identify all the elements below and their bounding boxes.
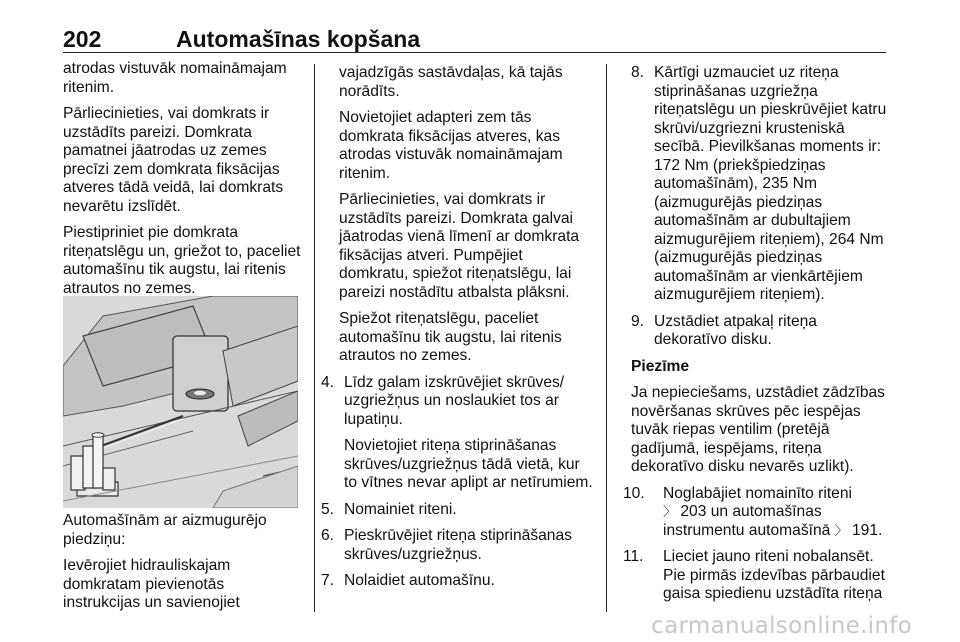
paragraph: Novietojiet adapteri zem tās domkrata fiksācijas atveres, kas atrodas vistuvāk nomaināmajam ritenim.	[339, 109, 563, 182]
jack-drawing	[63, 296, 298, 508]
step-number: 10.	[623, 484, 645, 502]
step-number: 7.	[321, 572, 335, 589]
note-text: Ja nepieciešams, uzstādiet zādzības novēršanas skrūves pēc iespējas tuvāk riepas ventilim (pretējā gadījumā, iespējams, riteņa dekoratīvo disku nevarēs uzlikt).	[631, 384, 885, 475]
step-text: Kārtīgi uzmauciet uz riteņa stiprināšanas uzgriežņa riteņatslēgu un pieskrūvējiet katru skrūvi/uzgriezni krusteniskā secībā. Pievilkšanas moments ir: 172 Nm (priekšpiedziņas automašīnām), 235 Nm (aizmugurējās piedziņas automašīnām ar dubultajiem aizmugurējiem riteņiem), 264 Nm (aizmugurējās piedziņas automašīnām ar vienkārtējiem aizmugurējiem riteņiem).	[654, 64, 887, 303]
list-item	[321, 572, 595, 591]
steps-list	[321, 374, 595, 591]
column-middle	[321, 64, 595, 599]
page-number: 202	[63, 26, 102, 52]
page-header	[63, 12, 886, 53]
list-item	[631, 64, 893, 305]
column-left-continued	[63, 512, 303, 621]
step-number: 4.	[321, 373, 335, 391]
paragraph: vajadzīgās sastāvdaļas, kā tajās norādīts.	[339, 64, 563, 100]
column-left	[63, 60, 303, 306]
step-text: Lieciet jauno riteni nobalansēt. Pie pirmās izdevības pārbaudiet gaisa spiedienu uzstādīta riteņa	[663, 548, 885, 602]
paragraph: atrodas vistuvāk nomaināmajam ritenim.	[63, 60, 287, 96]
paragraph: Spiežot riteņatslēgu, paceliet automašīnu tik augstu, lai ritenis atrautos no zemes.	[339, 310, 562, 364]
column-right	[623, 64, 893, 612]
note-title: Piezīme	[631, 357, 690, 375]
steps-list	[631, 64, 893, 350]
step-subtext: Novietojiet riteņa stiprināšanas skrūves/uzgriežņus tādā vietā, kur to vītnes nevar aplipt ar netīrumiem.	[344, 437, 593, 491]
list-item	[631, 313, 893, 350]
step-text: Nomainiet riteni.	[344, 500, 457, 518]
column-divider	[606, 64, 607, 612]
page-reference-text: 203 un automašīnas instrumentu automašīnā	[663, 503, 835, 539]
paragraph: Automašīnām ar aizmugurējo piedziņu:	[63, 512, 267, 548]
step-number: 6.	[321, 527, 335, 544]
list-item	[623, 548, 893, 604]
step-number: 5.	[321, 500, 335, 518]
step-text: Pieskrūvējiet riteņa stiprināšanas skrūves/uzgriežņus.	[344, 527, 572, 563]
paragraph: Pārliecinieties, vai domkrats ir uzstādīts pareizi. Domkrata pamatnei jāatrodas uz zemes precīzi zem domkrata fiksācijas atveres tādā veidā, lai domkrats nevarētu izslīdēt.	[63, 105, 284, 215]
watermark: carmanualsonline.info	[651, 613, 912, 639]
step-text: Uzstādiet atpakaļ riteņa dekoratīvo disku.	[654, 312, 817, 348]
step-number: 9.	[631, 312, 645, 330]
page-reference-text: 191.	[847, 521, 883, 539]
steps-list	[623, 484, 893, 604]
paragraph: Pārliecinieties, vai domkrats ir uzstādīts pareizi. Domkrata galvai jāatrodas vienā līmenī ar domkrata fiksācijas atveri. Pumpējiet domkratu, spiežot riteņatslēgu, lai pareizi nostādītu atbalsta plāksni.	[339, 191, 580, 301]
page-reference-icon: 〉	[663, 504, 677, 519]
step-number: 11.	[623, 548, 644, 565]
paragraph: Ievērojiet hidrauliskajam domkratam pievienotās instrukcijas un savienojiet	[63, 557, 240, 611]
page-title: Automašīnas kopšana	[176, 26, 421, 52]
paragraph: Piestipriniet pie domkrata riteņatslēgu un, griežot to, paceliet automašīnu tik augstu, lai ritenis atrautos no zemes.	[63, 224, 301, 297]
step-text: Nolaidiet automašīnu.	[344, 572, 495, 589]
page-reference-icon: 〉	[834, 522, 848, 538]
column-divider	[314, 64, 315, 612]
list-item	[321, 374, 595, 493]
jack-illustration	[63, 296, 298, 508]
step-text: Noglabājiet nomainīto riteni	[663, 484, 852, 502]
step-text: Līdz galam izskrūvējiet skrūves/ uzgriežņus un noslaukiet tos ar lupatiņu.	[344, 373, 565, 428]
list-item	[623, 484, 893, 541]
list-item	[321, 501, 595, 520]
list-item	[321, 527, 595, 564]
step-number: 8.	[631, 64, 645, 81]
